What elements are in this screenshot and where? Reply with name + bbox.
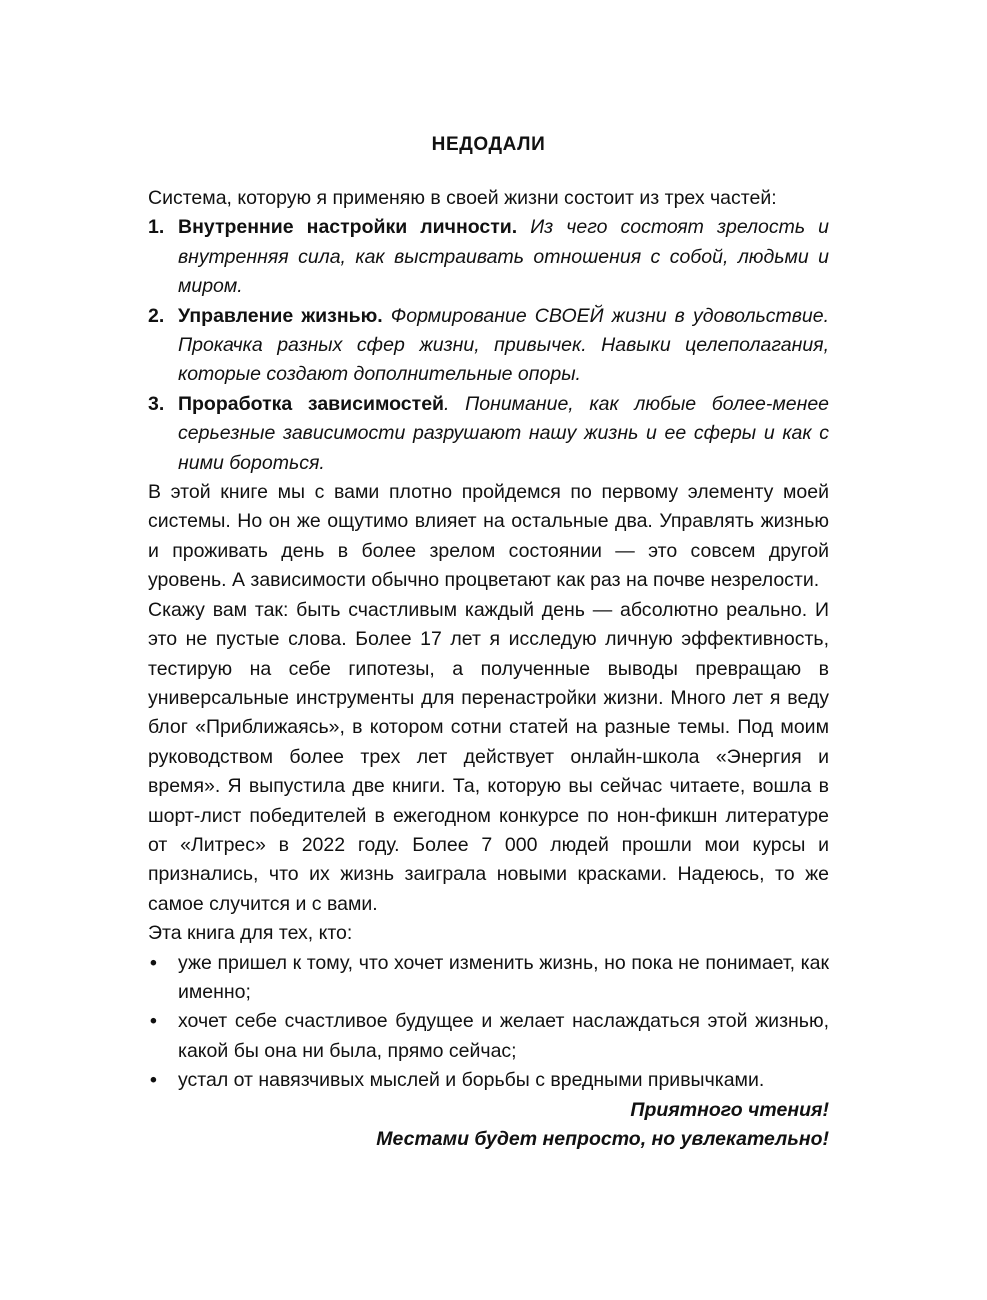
- bullet-icon: •: [150, 1010, 157, 1033]
- system-part-item: [148, 390, 829, 478]
- system-parts-list: [148, 213, 829, 478]
- audience-intro: Эта книга для тех, кто:: [148, 922, 353, 945]
- audience-item: [148, 949, 829, 1008]
- closing-line: Приятного чтения!: [630, 1098, 829, 1121]
- closing-line: Местами будет непросто, но увлекательно!: [376, 1128, 829, 1150]
- body-paragraph: Скажу вам так: быть счастливым каждый день — абсолютно реально. И это не пустые слова. Более 17 лет я исследую личную эффективность, тестирую на себе гипотезы, а полученные выводы превращаю в универсальные инструменты для перенастройки жизни. Много лет я веду блог «Приближаясь», в котором сотни статей на разные темы. Под моим руководством более трех лет действует онлайн-школа «Энергия и время». Я выпустила две книги. Та, которую вы сейчас читаете, вошла в шорт-лист победителей в ежегодном конкурсе по нон-фикшн литературе от «Литрес» в 2022 году. Более 7 000 людей прошли мои курсы и признались, что их жизнь заиграла новыми красками. Надеюсь, то же самое случится и с вами.: [148, 598, 829, 915]
- part-term: Внутренние настройки личности.: [178, 216, 518, 239]
- audience-item: [148, 1066, 829, 1095]
- bullet-icon: •: [150, 1069, 157, 1092]
- part-description: Формирование СВОЕЙ жизни в удовольствие. Прокачка разных сфер жизни, привычек. Навыки целеполагания, которые создают дополнительные опоры.: [178, 304, 830, 386]
- audience-item: [148, 1007, 829, 1066]
- audience-item-text: устал от навязчивых мыслей и борьбы с вредными привычками.: [178, 1069, 765, 1092]
- part-term: Управление жизнью.: [178, 304, 383, 327]
- bullet-icon: •: [150, 951, 157, 974]
- system-part-item: [148, 302, 829, 390]
- chapter-heading: НЕДОДАЛИ: [431, 134, 546, 155]
- audience-list: [148, 949, 829, 1096]
- part-number: 3.: [148, 392, 165, 415]
- audience-item-text: хочет себе счастливое будущее и желает наслаждаться этой жизнью, какой бы она ни была, прямо сейчас;: [178, 1010, 829, 1062]
- part-description-dot: .: [444, 392, 450, 415]
- part-number: 2.: [148, 304, 165, 327]
- part-description: Понимание, как любые более-менее серьезные зависимости разрушают нашу жизнь и ее сферы и как с ними бороться.: [178, 392, 830, 474]
- body-paragraph: В этой книге мы с вами плотно пройдемся по первому элементу моей системы. Но он же ощутимо влияет на остальные два. Управлять жизнью и проживать день в более зрелом состоянии — это совсем другой уровень. А зависимости обычно процветают как раз на почве незрелости.: [148, 481, 829, 592]
- audience-item-text: уже пришел к тому, что хочет изменить жизнь, но пока не понимает, как именно;: [178, 951, 829, 1003]
- intro-paragraph: Система, которую я применяю в своей жизни состоит из трех частей:: [148, 187, 777, 209]
- part-number: 1.: [148, 216, 165, 239]
- system-part-item: [148, 213, 829, 301]
- book-page: [148, 130, 829, 1154]
- part-term: Проработка зависимостей: [178, 392, 445, 415]
- part-description: Из чего состоят зрелость и внутренняя сила, как выстраивать отношения с собой, людьми и миром.: [178, 216, 830, 298]
